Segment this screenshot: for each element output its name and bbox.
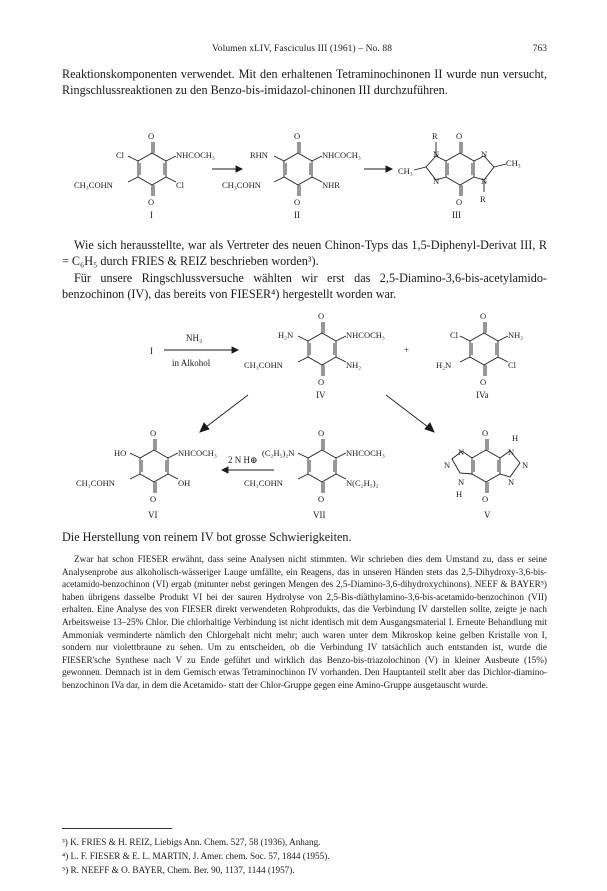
III-ch3-left: CH₃: [398, 166, 413, 176]
IV-o-top: O: [318, 311, 325, 321]
IVa-o-top: O: [480, 311, 487, 321]
II-label: II: [294, 210, 300, 220]
VII-o-top: O: [318, 428, 325, 438]
reaction-scheme-1: [0, 128, 607, 233]
VII-label: VII: [313, 510, 326, 520]
II-sub-bl: CH₃COHN: [222, 180, 261, 190]
paragraph-intro: Reaktionskomponenten verwendet. Mit den erhaltenen Tetraminochinonen II wurde nun versucht, Ringschlussreaktionen zu den Benzo-bis-imidazol-chinonen III durchzuführen.: [62, 67, 547, 98]
II-sub-tl: RHN: [250, 150, 268, 160]
IV-sub-br: NH₂: [346, 360, 362, 370]
footnote-rule: [62, 828, 172, 829]
III-n-3: N: [433, 176, 440, 186]
I-sub-bl: CH₃COHN: [74, 180, 113, 190]
arrow-1: [212, 166, 242, 172]
IVa-sub-tl: Cl: [450, 330, 459, 340]
paragraph-difficulty: Die Herstellung von reinem IV bot grosse Schwierigkeiten.: [62, 530, 352, 544]
IVa-sub-tr: NH₂: [508, 330, 524, 340]
I-label: I: [150, 210, 153, 220]
V-label: V: [484, 510, 491, 520]
structure-IVa: [460, 322, 508, 376]
V-n-3: N: [458, 477, 465, 487]
III-r-top: R: [432, 131, 438, 141]
IV-label: IV: [316, 390, 326, 400]
II-sub-br: NHR: [322, 180, 340, 190]
arrow-2: [364, 166, 392, 172]
V-h-bot: H: [456, 489, 463, 499]
IV-sub-tr: NHCOCH₃: [346, 330, 385, 340]
III-n-4: N: [481, 176, 488, 186]
IVa-label: IVa: [476, 390, 489, 400]
paragraph-diphenyl-b: Für unsere Ringschlussversuche wählten wir erst das 2,5-Diamino-3,6-bis-acetylamido-benzochinon (IV), das bereits von FIESER⁴) hergestellt worden war.: [62, 270, 547, 302]
reaction-scheme-2: [0, 305, 607, 527]
III-label: III: [452, 210, 461, 220]
VII-sub-bl: CH₃COHN: [244, 478, 283, 488]
paragraph-diphenyl-a: Wie sich herausstellte, war als Vertreter des neuen Chinon-Typs das 1,5-Diphenyl-Derivat III, R = C₆H₅ durch FRIES & REIZ beschrieben worden³).: [62, 238, 547, 269]
structure-VI: [130, 439, 178, 493]
structure-III: [414, 142, 506, 196]
VII-o-bot: O: [318, 494, 325, 504]
arrow-to-V: [386, 395, 434, 432]
VI-sub-bl: CH₃COHN: [76, 478, 115, 488]
III-n-2: N: [481, 149, 488, 159]
V-o-bot: O: [482, 494, 489, 504]
structure-II: [274, 142, 322, 196]
VII-sub-tr: NHCOCH₃: [346, 448, 385, 458]
I-o-bot: O: [148, 197, 155, 207]
III-o-bot: O: [456, 197, 463, 207]
IVa-sub-br: Cl: [508, 360, 517, 370]
VI-sub-tr: NHCOCH₃: [178, 448, 217, 458]
plus-sign: +: [404, 345, 410, 355]
structure-IV: [298, 322, 346, 376]
V-n-6: N: [508, 477, 515, 487]
IVa-o-bot: O: [480, 377, 487, 387]
III-n-1: N: [433, 149, 440, 159]
III-r-bot: R: [480, 194, 486, 204]
IV-sub-bl: CH₃COHN: [244, 360, 283, 370]
VI-label: VI: [148, 510, 158, 520]
V-n-2: N: [444, 460, 451, 470]
V-n-5: N: [522, 460, 529, 470]
VI-o-bot: O: [150, 494, 157, 504]
VII-sub-tl: (C₂H₅)₂N: [262, 448, 295, 458]
IV-sub-tl: H₂N: [278, 330, 294, 340]
IV-o-bot: O: [318, 377, 325, 387]
page-number: 763: [532, 44, 547, 54]
footnote-3: ³) K. FRIES & H. REIZ, Liebigs Ann. Chem. 527, 58 (1936), Anhang.: [62, 837, 321, 847]
I-sub-tl: Cl: [116, 150, 125, 160]
footnote-4: ⁴) L. F. FIESER & E. L. MARTIN, J. Amer. chem. Soc. 57, 1844 (1955).: [62, 851, 330, 861]
I-sub-tr: NHCOCH₃: [176, 150, 215, 160]
V-h-top: H: [512, 433, 519, 443]
arrow-label-acid: 2 N H⊕: [228, 455, 258, 465]
II-o-bot: O: [294, 197, 301, 207]
I-sub-br: Cl: [176, 180, 185, 190]
VI-sub-tl: HO: [114, 448, 127, 458]
III-ch3-right: CH₃: [506, 158, 521, 168]
VI-o-top: O: [150, 428, 157, 438]
VI-sub-br: OH: [178, 478, 191, 488]
V-n-4: N: [508, 447, 515, 457]
structure-VII: [298, 439, 346, 493]
paragraph-diphenyl: [62, 237, 547, 303]
V-n-1: N: [458, 447, 465, 457]
start-I: I: [150, 346, 153, 356]
IVa-sub-bl: H₂N: [436, 360, 452, 370]
running-title: Volumen xLIV, Fasciculus III (1961) – No. 88: [212, 44, 393, 54]
I-o-top: O: [148, 131, 155, 141]
II-sub-tr: NHCOCH₃: [322, 150, 361, 160]
reagent-bottom: in Alkohol: [172, 358, 211, 368]
V-o-top: O: [482, 428, 489, 438]
arrow-to-VI: [200, 395, 248, 432]
running-header: [0, 44, 607, 60]
II-o-top: O: [294, 131, 301, 141]
III-o-top: O: [456, 131, 463, 141]
arrow-3: [164, 347, 238, 353]
reagent-top: NH₃: [186, 333, 203, 343]
VII-sub-br: N(C₂H₅)₂: [346, 478, 379, 488]
structure-I: [128, 142, 176, 196]
arrow-VII-to-VI: [222, 467, 274, 473]
footnote-5: ⁵) R. NEEFF & O. BAYER, Chem. Ber. 90, 1137, 1144 (1957).: [62, 865, 295, 875]
paragraph-analysis: Zwar hat schon FIESER erwähnt, dass seine Analysen nicht stimmten. Wir schrieben dies dem Umstand zu, dass er seine Analysenprobe aus alkoholisch-wässeriger Lauge umfällte, ein Reagens, das in unseren Händen stets das 2,5-Dihydroxy-3,6-bis-acetamido-benzochinon (VI) ergab (mitunter nebst geringen Mengen des 2,5-Diamino-3,6-dihydroxychinons). NEEF & BAYER⁵) haben übrigens dasselbe Produkt VI bei der sauren Hydrolyse von 2,5-Bis-diäthylamino-3,6-bis-acetamido-benzochinon (VII) erhalten. Eine Analyse des von FIESER direkt verwendeten Rohprodukts, das die Verbindung IV darstellen sollte, zeigte je nach Arbeitsweise 13–25% Chlor. Die chlorhaltige Verbindung ist nicht identisch mit dem Ausgangsmaterial I. Erneute Behandlung mit Ammoniak verminderte nämlich den Chlorgehalt nicht mehr; auch waren unter dem Mikroskop keine gelben Kristalle von I, sondern nur violettbraune zu sehen. Um zu entscheiden, ob die Verbindung IV tatsächlich auch entstanden ist, wurde die FIESER'sche Synthese nach V zu Ende geführt und wirklich das Benzo-bis-triazolochinon (V) in kleiner Ausbeute (15%) gewonnen. Demnach ist in dem Gemisch etwas Tetraminochinon IV vorhanden. Den Hauptanteil stellt aber das Dichlor-diamino-benzochinon IVa dar, in dem die Acetamido- statt der Chlor-Gruppe gegen eine Amino-Gruppe ausgetauscht wurde.: [62, 554, 547, 690]
